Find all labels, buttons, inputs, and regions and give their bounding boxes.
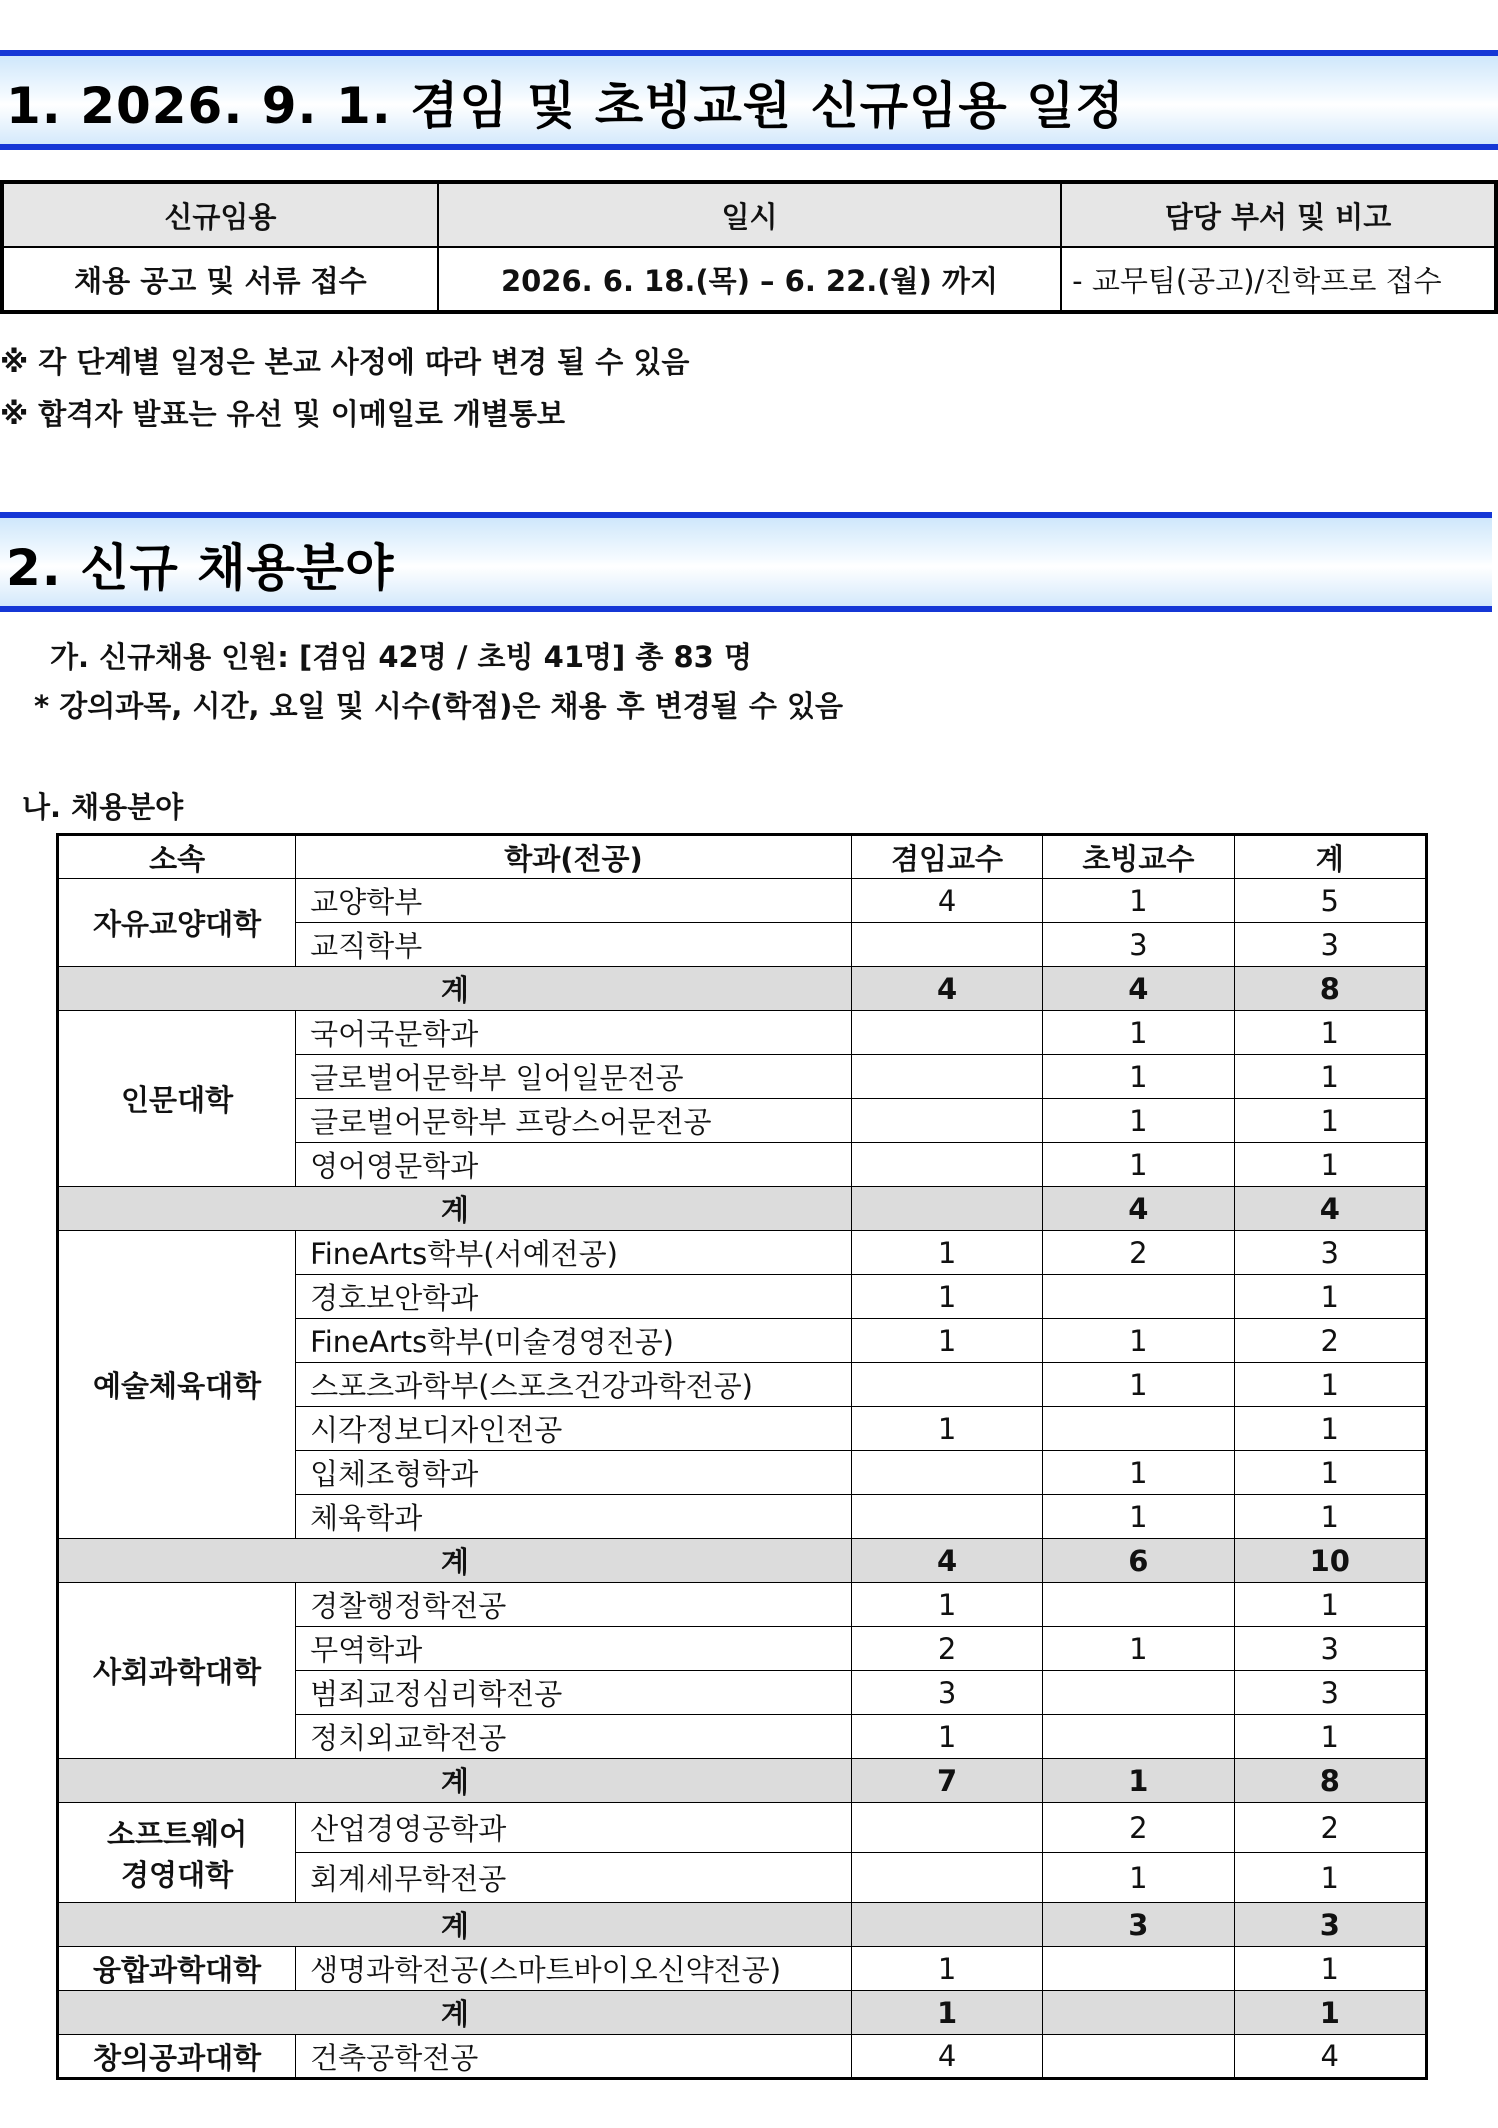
schedule-header-row xyxy=(2,182,1496,247)
dept-cell: 범죄교정심리학전공 xyxy=(296,1671,852,1715)
invited-cell: 1 xyxy=(1043,1011,1234,1055)
dept-cell: 건축공학전공 xyxy=(296,2035,852,2079)
adjunct-cell xyxy=(851,1803,1042,1853)
adjunct-cell: 1 xyxy=(851,1407,1042,1451)
dept-cell: 정치외교학전공 xyxy=(296,1715,852,1759)
dept-cell: 영어영문학과 xyxy=(296,1143,852,1187)
total-cell: 3 xyxy=(1234,1627,1426,1671)
recruit-fields-heading: 나. 채용분야 xyxy=(22,790,184,824)
subtotal-adjunct: 7 xyxy=(851,1759,1042,1803)
subtotal-label: 계 xyxy=(58,1759,852,1803)
adjunct-cell: 1 xyxy=(851,1319,1042,1363)
schedule-cell: 2026. 6. 18.(목) – 6. 22.(월) 까지 xyxy=(438,247,1061,312)
table-row xyxy=(58,1803,1427,1853)
invited-cell: 1 xyxy=(1043,1363,1234,1407)
adjunct-cell xyxy=(851,923,1042,967)
invited-cell: 1 xyxy=(1043,1495,1234,1539)
dept-cell: 입체조형학과 xyxy=(296,1451,852,1495)
subtotal-invited: 1 xyxy=(1043,1759,1234,1803)
dept-cell: 무역학과 xyxy=(296,1627,852,1671)
adjunct-cell: 1 xyxy=(851,1947,1042,1991)
schedule-note: ※ 합격자 발표는 유선 및 이메일로 개별통보 xyxy=(0,397,566,431)
college-name-line: 경영대학 xyxy=(121,1857,234,1892)
subtotal-adjunct: 4 xyxy=(851,967,1042,1011)
total-cell: 5 xyxy=(1234,879,1426,923)
total-cell: 3 xyxy=(1234,1671,1426,1715)
adjunct-cell xyxy=(851,1055,1042,1099)
invited-cell: 2 xyxy=(1043,1231,1234,1275)
subtotal-invited: 6 xyxy=(1043,1539,1234,1583)
subtotal-adjunct: 4 xyxy=(851,1539,1042,1583)
subtotal-row xyxy=(58,1759,1427,1803)
total-cell: 2 xyxy=(1234,1319,1426,1363)
table-row xyxy=(58,2035,1427,2079)
total-cell: 1 xyxy=(1234,1099,1426,1143)
invited-cell: 1 xyxy=(1043,1319,1234,1363)
adjunct-cell: 4 xyxy=(851,2035,1042,2079)
total-cell: 3 xyxy=(1234,923,1426,967)
adjunct-cell: 4 xyxy=(851,879,1042,923)
adjunct-cell xyxy=(851,1451,1042,1495)
dept-cell: 경호보안학과 xyxy=(296,1275,852,1319)
subtotal-adjunct: 1 xyxy=(851,1991,1042,2035)
adjunct-cell: 1 xyxy=(851,1231,1042,1275)
dept-cell: 경찰행정학전공 xyxy=(296,1583,852,1627)
recruit-count-line: 가. 신규채용 인원: [겸임 42명 / 초빙 41명] 총 83 명 xyxy=(50,640,752,674)
total-cell: 1 xyxy=(1234,1715,1426,1759)
total-cell: 1 xyxy=(1234,1451,1426,1495)
fields-header-cell: 겸임교수 xyxy=(851,835,1042,879)
college-cell: 자유교양대학 xyxy=(58,879,296,967)
subtotal-row xyxy=(58,967,1427,1011)
table-row xyxy=(58,1011,1427,1055)
dept-cell: 교양학부 xyxy=(296,879,852,923)
subtotal-total: 10 xyxy=(1234,1539,1426,1583)
adjunct-cell xyxy=(851,1853,1042,1903)
schedule-header-cell: 신규임용 xyxy=(2,182,438,247)
recruit-disclaimer: * 강의과목, 시간, 요일 및 시수(학점)은 채용 후 변경될 수 있음 xyxy=(34,689,843,723)
table-row xyxy=(58,1583,1427,1627)
invited-cell xyxy=(1043,1715,1234,1759)
subtotal-row xyxy=(58,1991,1427,2035)
invited-cell: 1 xyxy=(1043,1055,1234,1099)
invited-cell: 1 xyxy=(1043,1099,1234,1143)
schedule-cell: 채용 공고 및 서류 접수 xyxy=(2,247,438,312)
invited-cell: 1 xyxy=(1043,1853,1234,1903)
subtotal-label: 계 xyxy=(58,1187,852,1231)
fields-header-row xyxy=(58,835,1427,879)
subtotal-adjunct xyxy=(851,1903,1042,1947)
invited-cell xyxy=(1043,1671,1234,1715)
fields-header-cell: 계 xyxy=(1234,835,1426,879)
adjunct-cell: 1 xyxy=(851,1715,1042,1759)
dept-cell: 교직학부 xyxy=(296,923,852,967)
college-cell: 창의공과대학 xyxy=(58,2035,296,2079)
total-cell: 1 xyxy=(1234,1055,1426,1099)
total-cell: 1 xyxy=(1234,1407,1426,1451)
dept-cell: 시각정보디자인전공 xyxy=(296,1407,852,1451)
adjunct-cell xyxy=(851,1011,1042,1055)
invited-cell xyxy=(1043,2035,1234,2079)
dept-cell: FineArts학부(서예전공) xyxy=(296,1231,852,1275)
invited-cell: 1 xyxy=(1043,1627,1234,1671)
subtotal-total: 3 xyxy=(1234,1903,1426,1947)
table-row xyxy=(58,879,1427,923)
adjunct-cell: 2 xyxy=(851,1627,1042,1671)
subtotal-row xyxy=(58,1539,1427,1583)
subtotal-invited: 4 xyxy=(1043,967,1234,1011)
adjunct-cell xyxy=(851,1143,1042,1187)
schedule-header-cell: 담당 부서 및 비고 xyxy=(1061,182,1496,247)
dept-cell: 글로벌어문학부 일어일문전공 xyxy=(296,1055,852,1099)
invited-cell: 1 xyxy=(1043,1143,1234,1187)
subtotal-row xyxy=(58,1187,1427,1231)
fields-header-cell: 소속 xyxy=(58,835,296,879)
recruit-fields-table xyxy=(56,833,1428,2080)
subtotal-label: 계 xyxy=(58,1903,852,1947)
college-cell: 인문대학 xyxy=(58,1011,296,1187)
subtotal-total: 1 xyxy=(1234,1991,1426,2035)
invited-cell: 1 xyxy=(1043,1451,1234,1495)
dept-cell: 회계세무학전공 xyxy=(296,1853,852,1903)
table-row xyxy=(58,1947,1427,1991)
adjunct-cell: 3 xyxy=(851,1671,1042,1715)
schedule-cell: - 교무팀(공고)/진학프로 접수 xyxy=(1061,247,1496,312)
schedule-table xyxy=(0,180,1498,314)
subtotal-invited: 4 xyxy=(1043,1187,1234,1231)
subtotal-invited: 3 xyxy=(1043,1903,1234,1947)
dept-cell: 체육학과 xyxy=(296,1495,852,1539)
college-cell: 예술체육대학 xyxy=(58,1231,296,1539)
invited-cell xyxy=(1043,1947,1234,1991)
total-cell: 1 xyxy=(1234,1011,1426,1055)
schedule-header-cell: 일시 xyxy=(438,182,1061,247)
total-cell: 2 xyxy=(1234,1803,1426,1853)
adjunct-cell: 1 xyxy=(851,1583,1042,1627)
schedule-row xyxy=(2,247,1496,312)
section1-banner xyxy=(0,50,1498,150)
adjunct-cell xyxy=(851,1363,1042,1407)
college-cell: 사회과학대학 xyxy=(58,1583,296,1759)
section1-title: 1. 2026. 9. 1. 겸임 및 초빙교원 신규임용 일정 xyxy=(6,77,1125,135)
invited-cell xyxy=(1043,1275,1234,1319)
college-cell xyxy=(58,1803,296,1903)
adjunct-cell xyxy=(851,1495,1042,1539)
total-cell: 1 xyxy=(1234,1583,1426,1627)
dept-cell: 스포츠과학부(스포츠건강과학전공) xyxy=(296,1363,852,1407)
dept-cell: 산업경영공학과 xyxy=(296,1803,852,1853)
dept-cell: 국어국문학과 xyxy=(296,1011,852,1055)
total-cell: 3 xyxy=(1234,1231,1426,1275)
table-row xyxy=(58,1231,1427,1275)
subtotal-total: 4 xyxy=(1234,1187,1426,1231)
subtotal-adjunct xyxy=(851,1187,1042,1231)
subtotal-row xyxy=(58,1903,1427,1947)
section2-title: 2. 신규 채용분야 xyxy=(6,539,395,597)
subtotal-invited xyxy=(1043,1991,1234,2035)
total-cell: 1 xyxy=(1234,1853,1426,1903)
invited-cell xyxy=(1043,1583,1234,1627)
section2-banner xyxy=(0,512,1492,612)
subtotal-total: 8 xyxy=(1234,1759,1426,1803)
fields-header-cell: 초빙교수 xyxy=(1043,835,1234,879)
invited-cell: 2 xyxy=(1043,1803,1234,1853)
adjunct-cell xyxy=(851,1099,1042,1143)
adjunct-cell: 1 xyxy=(851,1275,1042,1319)
college-name-line: 소프트웨어 xyxy=(107,1816,248,1851)
dept-cell: 글로벌어문학부 프랑스어문전공 xyxy=(296,1099,852,1143)
total-cell: 1 xyxy=(1234,1363,1426,1407)
subtotal-label: 계 xyxy=(58,1539,852,1583)
subtotal-label: 계 xyxy=(58,967,852,1011)
total-cell: 1 xyxy=(1234,1143,1426,1187)
invited-cell: 3 xyxy=(1043,923,1234,967)
college-cell: 융합과학대학 xyxy=(58,1947,296,1991)
total-cell: 1 xyxy=(1234,1495,1426,1539)
schedule-note: ※ 각 단계별 일정은 본교 사정에 따라 변경 될 수 있음 xyxy=(0,345,690,379)
total-cell: 1 xyxy=(1234,1275,1426,1319)
subtotal-label: 계 xyxy=(58,1991,852,2035)
subtotal-total: 8 xyxy=(1234,967,1426,1011)
total-cell: 1 xyxy=(1234,1947,1426,1991)
total-cell: 4 xyxy=(1234,2035,1426,2079)
fields-header-cell: 학과(전공) xyxy=(296,835,852,879)
dept-cell: FineArts학부(미술경영전공) xyxy=(296,1319,852,1363)
invited-cell: 1 xyxy=(1043,879,1234,923)
dept-cell: 생명과학전공(스마트바이오신약전공) xyxy=(296,1947,852,1991)
invited-cell xyxy=(1043,1407,1234,1451)
